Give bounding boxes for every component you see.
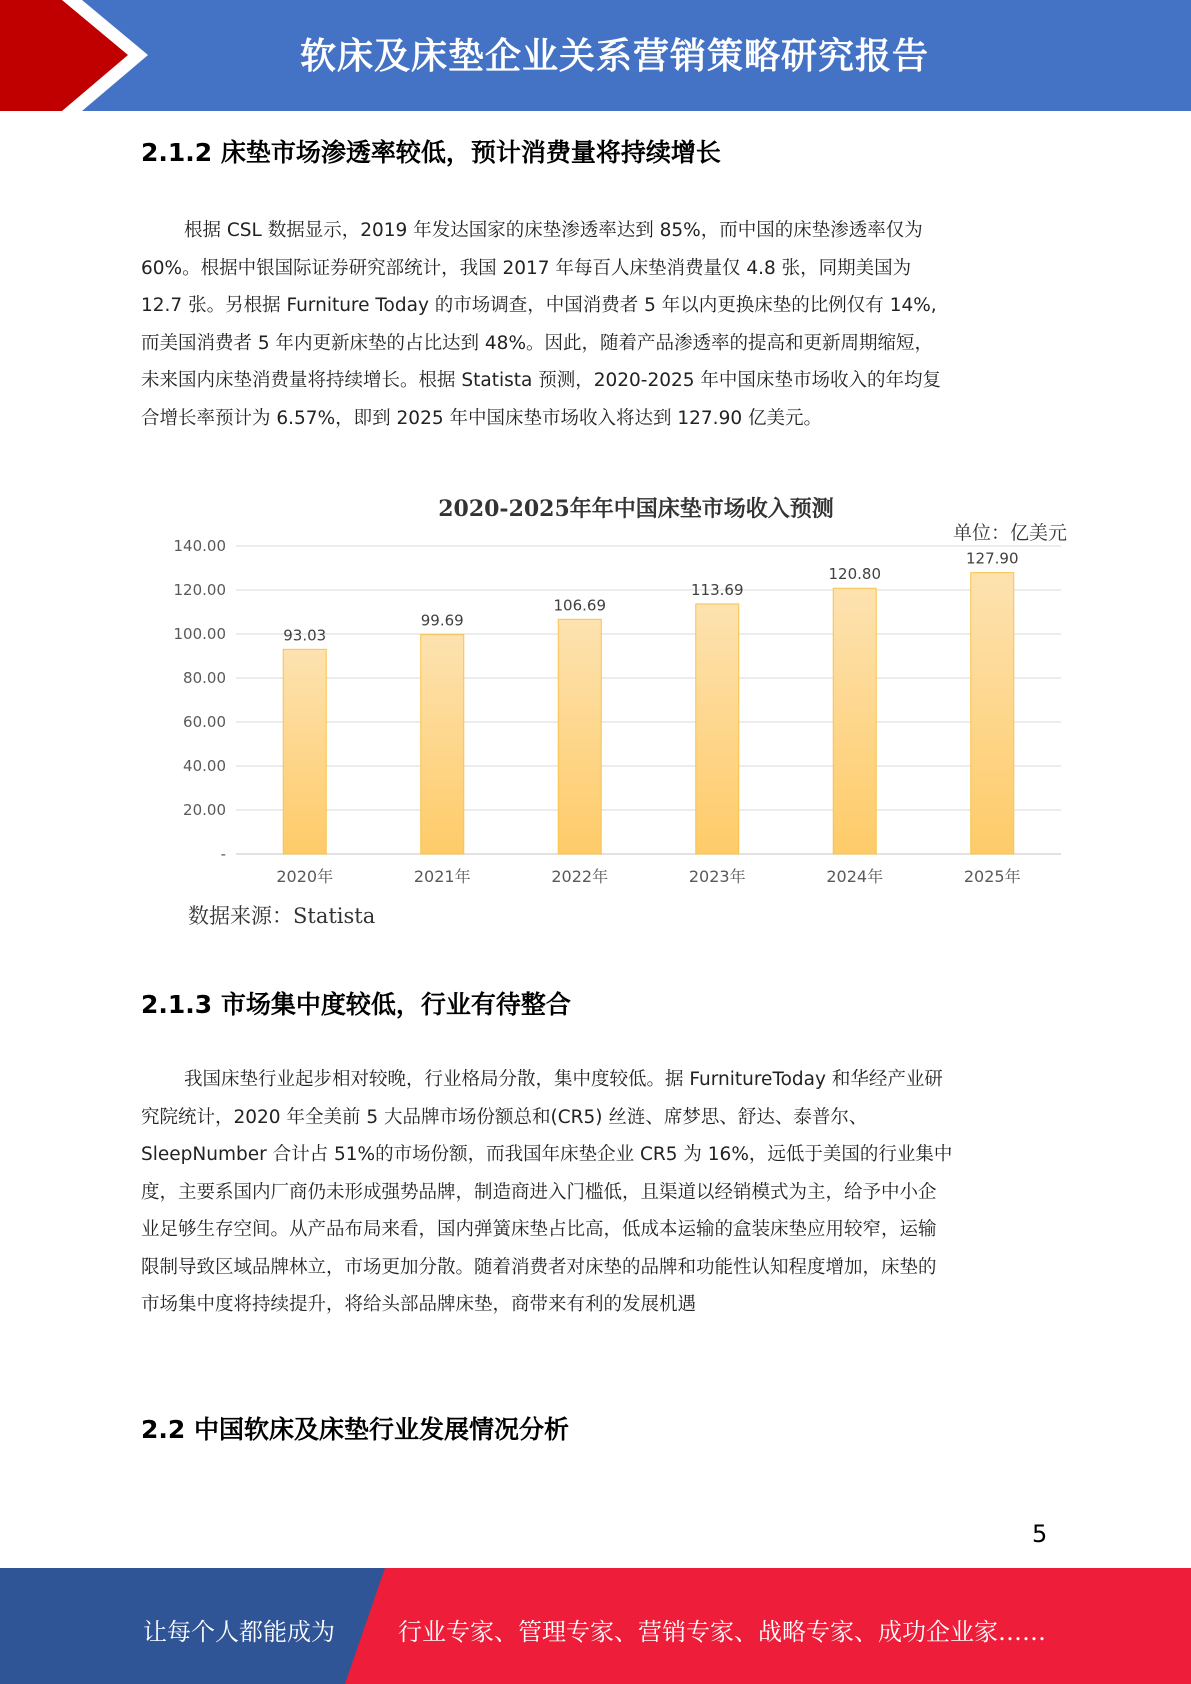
y-tick-label: 140.00 [173,537,226,555]
paragraph-line: SleepNumber 合计占 51%的市场份额，而我国年床垫企业 CR5 为 16%，远低于美国的行业集中 [141,1144,953,1165]
section-2-1-2-body [141,212,1051,437]
bar-value-label: 93.03 [283,626,327,645]
x-tick-label: 2025年 [963,867,1021,886]
bar [696,604,739,854]
page-footer [0,1568,1191,1684]
bar-value-label: 127.90 [966,549,1019,568]
chart-gridlines [236,546,1061,854]
section-heading-2-1-3: 2.1.3 市场集中度较低，行业有待整合 [141,990,571,1019]
paragraph-line: 根据 CSL 数据显示，2019 年发达国家的床垫渗透率达到 85%，而中国的床垫渗透率仅为 [184,220,923,241]
paragraph-line: 合增长率预计为 6.57%，即到 2025 年中国床垫市场收入将达到 127.90 亿美元。 [141,407,822,429]
paragraph-line: 究院统计，2020 年全美前 5 大品牌市场份额总和(CR5) 丝涟、席梦思、舒达、泰普尔、 [141,1106,868,1128]
footer-slogan-left: 让每个人都能成为 [143,1618,335,1646]
x-tick-label: 2024年 [826,867,884,886]
y-tick-label: 20.00 [183,801,226,819]
bar-value-label: 99.69 [420,611,464,630]
paragraph-line: 业足够生存空间。从产品布局来看，国内弹簧床垫占比高，低成本运输的盒装床垫应用较窄，运输 [141,1219,937,1240]
chart-source: 数据来源：Statista [188,904,376,928]
y-tick-label: 100.00 [173,625,226,643]
section-heading-2-1-2: 2.1.2 床垫市场渗透率较低，预计消费量将持续增长 [141,138,721,167]
paragraph-line: 12.7 张。另根据 Furniture Today 的市场调查，中国消费者 5 年以内更换床垫的比例仅有 14%, [141,295,937,316]
y-tick-label: 80.00 [183,669,226,687]
bar [833,588,876,854]
bar [558,619,601,854]
bar-value-label: 106.69 [553,596,606,615]
paragraph-line: 我国床垫行业起步相对较晚，行业格局分散，集中度较低。据 FurnitureToday 和华经产业研 [184,1069,943,1090]
bar [283,649,326,854]
y-tick-label: 120.00 [173,581,226,599]
mattress-revenue-bar-chart [141,480,1081,940]
paragraph-line: 市场集中度将持续提升，将给头部品牌床垫，商带来有利的发展机遇 [141,1294,697,1315]
y-tick-label: - [220,845,226,863]
section-heading-2-2: 2.2 中国软床及床垫行业发展情况分析 [141,1415,569,1444]
y-tick-label: 60.00 [183,713,226,731]
y-tick-label: 40.00 [183,757,226,775]
x-tick-label: 2020年 [276,867,334,886]
footer-slogan-right: 行业专家、管理专家、营销专家、战略专家、成功企业家…… [398,1618,1046,1646]
header-title: 软床及床垫企业关系营销策略研究报告 [300,36,930,77]
bar-value-label: 120.80 [828,565,881,584]
chart-bars [283,573,1014,854]
x-tick-label: 2022年 [551,867,609,886]
x-tick-label: 2023年 [688,867,746,886]
chart-data-labels [283,550,1018,645]
paragraph-line: 限制导致区域品牌林立，市场更加分散。随着消费者对床垫的品牌和功能性认知程度增加，床垫的 [141,1256,937,1278]
paragraph-line: 未来国内床垫消费量将持续增长。根据 Statista 预测，2020-2025 年中国床垫市场收入的年均复 [141,370,941,391]
bar-value-label: 113.69 [691,580,744,599]
paragraph-line: 而美国消费者 5 年内更新床垫的占比达到 48%。因此，随着产品渗透率的提高和更新周期缩短， [141,332,934,354]
paragraph-line: 60%。根据中银国际证券研究部统计，我国 2017 年每百人床垫消费量仅 4.8 张，同期美国为 [141,257,912,279]
x-tick-label: 2021年 [413,867,471,886]
section-2-1-3-body [141,1061,1051,1324]
page-header [0,0,1191,111]
chart-unit-label: 单位：亿美元 [952,522,1067,544]
chart-title: 2020-2025年年中国床垫市场收入预测 [438,496,834,522]
bar [971,573,1014,854]
chart-x-axis [276,867,1020,886]
paragraph-line: 度，主要系国内厂商仍未形成强势品牌，制造商进入门槛低，且渠道以经销模式为主，给予中小企 [141,1181,937,1203]
page-number: 5 [1032,1520,1048,1548]
chart-y-axis [174,537,227,863]
bar [421,635,464,854]
